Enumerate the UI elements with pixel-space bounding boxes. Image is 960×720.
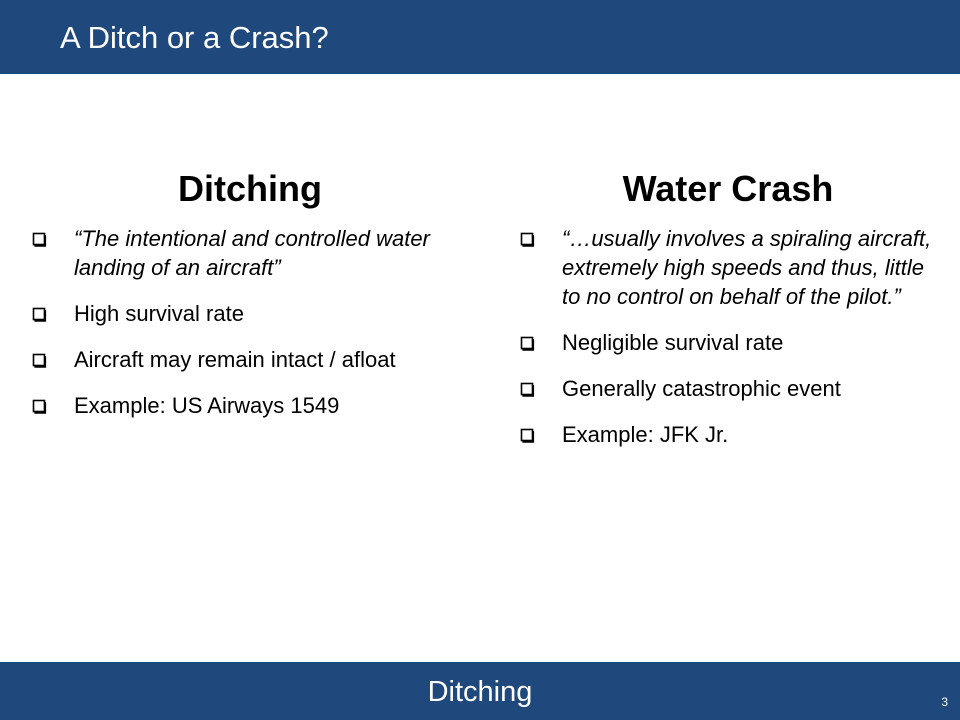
list-item <box>518 224 938 311</box>
list-item <box>30 224 470 282</box>
list-item <box>518 374 938 403</box>
water-crash-bullet-list <box>518 224 938 449</box>
list-item <box>30 391 470 420</box>
bullet-text: “The intentional and controlled water landing of an aircraft” <box>74 226 430 280</box>
list-item <box>30 299 470 328</box>
page-number: 3 <box>941 695 948 709</box>
list-item <box>30 345 470 374</box>
bullet-text: “…usually involves a spiraling aircraft, extremely high speeds and thus, little to no control on behalf of the pilot.” <box>562 226 932 309</box>
bullet-text: Example: JFK Jr. <box>562 422 729 447</box>
list-item <box>518 420 938 449</box>
hollow-square-bullet-icon <box>518 334 535 351</box>
footer-bar <box>0 662 960 720</box>
hollow-square-bullet-icon <box>30 397 47 414</box>
hollow-square-bullet-icon <box>30 351 47 368</box>
bullet-text: Example: US Airways 1549 <box>74 393 340 418</box>
hollow-square-bullet-icon <box>30 305 47 322</box>
footer-label: Ditching <box>427 676 533 708</box>
slide-title: A Ditch or a Crash? <box>60 20 329 55</box>
hollow-square-bullet-icon <box>518 230 535 247</box>
title-bar <box>0 0 960 74</box>
water-crash-heading: Water Crash <box>622 168 834 209</box>
ditching-column <box>30 168 470 437</box>
hollow-square-bullet-icon <box>30 230 47 247</box>
hollow-square-bullet-icon <box>518 380 535 397</box>
ditching-heading: Ditching <box>178 168 322 209</box>
hollow-square-bullet-icon <box>518 426 535 443</box>
bullet-text: Generally catastrophic event <box>562 376 841 401</box>
water-crash-column <box>518 168 938 466</box>
bullet-text: Aircraft may remain intact / afloat <box>74 347 396 372</box>
list-item <box>518 328 938 357</box>
bullet-text: High survival rate <box>74 301 244 326</box>
ditching-bullet-list <box>30 224 470 420</box>
bullet-text: Negligible survival rate <box>562 330 784 355</box>
